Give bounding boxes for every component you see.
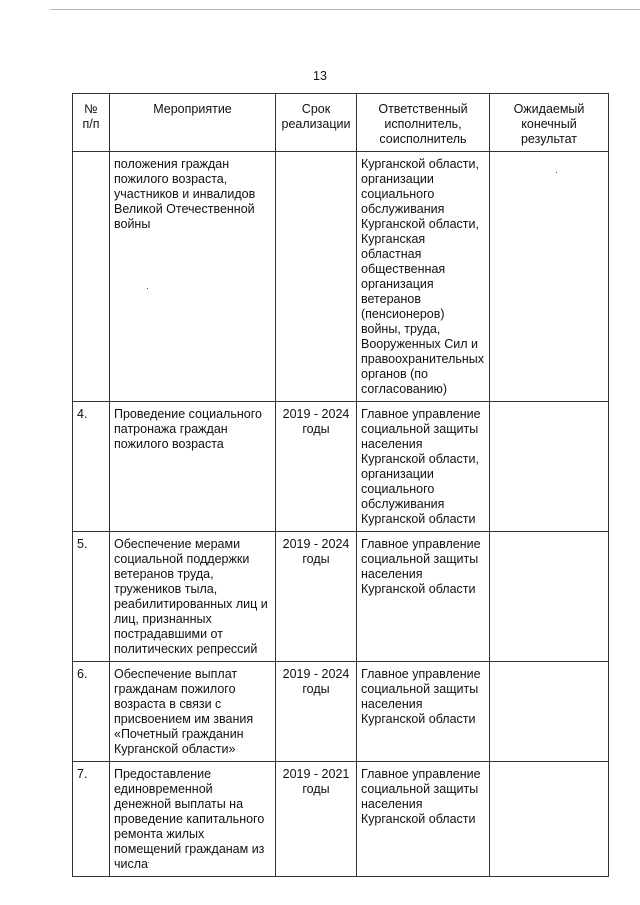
- row-event: Обеспечение мерами социальной поддержки ветеранов труда, тружеников тыла, реабилитированных лиц и лиц, признанных пострадавшими от политических репрессий: [110, 532, 276, 662]
- header-result: Ожидаемый конечный результат: [490, 94, 609, 152]
- table-header-row: [73, 94, 609, 152]
- row-result: [490, 152, 609, 402]
- row-event: Проведение социального патронажа граждан пожилого возраста: [110, 402, 276, 532]
- row-event: положения граждан пожилого возраста, участников и инвалидов Великой Отечественной войны: [110, 152, 276, 402]
- table-row: [73, 662, 609, 762]
- row-num: 7.: [73, 762, 110, 877]
- row-result: [490, 662, 609, 762]
- row-executor: Курганской области, организации социального обслуживания Курганской области, Курганская областная общественная организация ветеранов (пенсионеров) войны, труда, Вооруженных Сил и правоохранительных органов (по согласованию): [357, 152, 490, 402]
- row-executor: Главное управление социальной защиты населения Курганской области: [357, 532, 490, 662]
- row-event: Обеспечение выплат гражданам пожилого возраста в связи с присвоением им звания «Почетный гражданин Курганской области»: [110, 662, 276, 762]
- top-rule: [50, 9, 640, 10]
- measures-table: [72, 93, 609, 877]
- table-row: [73, 532, 609, 662]
- scan-speck: [147, 288, 148, 289]
- row-num: [73, 152, 110, 402]
- row-executor: Главное управление социальной защиты населения Курганской области, организации социального обслуживания Курганской области: [357, 402, 490, 532]
- header-executor: Ответственный исполнитель, соисполнитель: [357, 94, 490, 152]
- row-num: 5.: [73, 532, 110, 662]
- row-term: [276, 152, 357, 402]
- header-event: Мероприятие: [110, 94, 276, 152]
- row-num: 4.: [73, 402, 110, 532]
- row-result: [490, 532, 609, 662]
- row-result: [490, 402, 609, 532]
- row-result: [490, 762, 609, 877]
- row-term: 2019 - 2024 годы: [276, 532, 357, 662]
- header-num: № п/п: [73, 94, 110, 152]
- table-row: [73, 762, 609, 877]
- table-row: [73, 152, 609, 402]
- row-event: Предоставление единовременной денежной выплаты на проведение капитального ремонта жилых помещений гражданам из числа: [110, 762, 276, 877]
- row-term: 2019 - 2024 годы: [276, 662, 357, 762]
- row-term: 2019 - 2021 годы: [276, 762, 357, 877]
- table-row: [73, 402, 609, 532]
- page-number: 13: [313, 69, 327, 83]
- row-executor: Главное управление социальной защиты населения Курганской области: [357, 662, 490, 762]
- scan-speck: [556, 172, 557, 173]
- scan-speck: [148, 862, 149, 863]
- header-term: Срок реализации: [276, 94, 357, 152]
- row-num: 6.: [73, 662, 110, 762]
- row-executor: Главное управление социальной защиты населения Курганской области: [357, 762, 490, 877]
- row-term: 2019 - 2024 годы: [276, 402, 357, 532]
